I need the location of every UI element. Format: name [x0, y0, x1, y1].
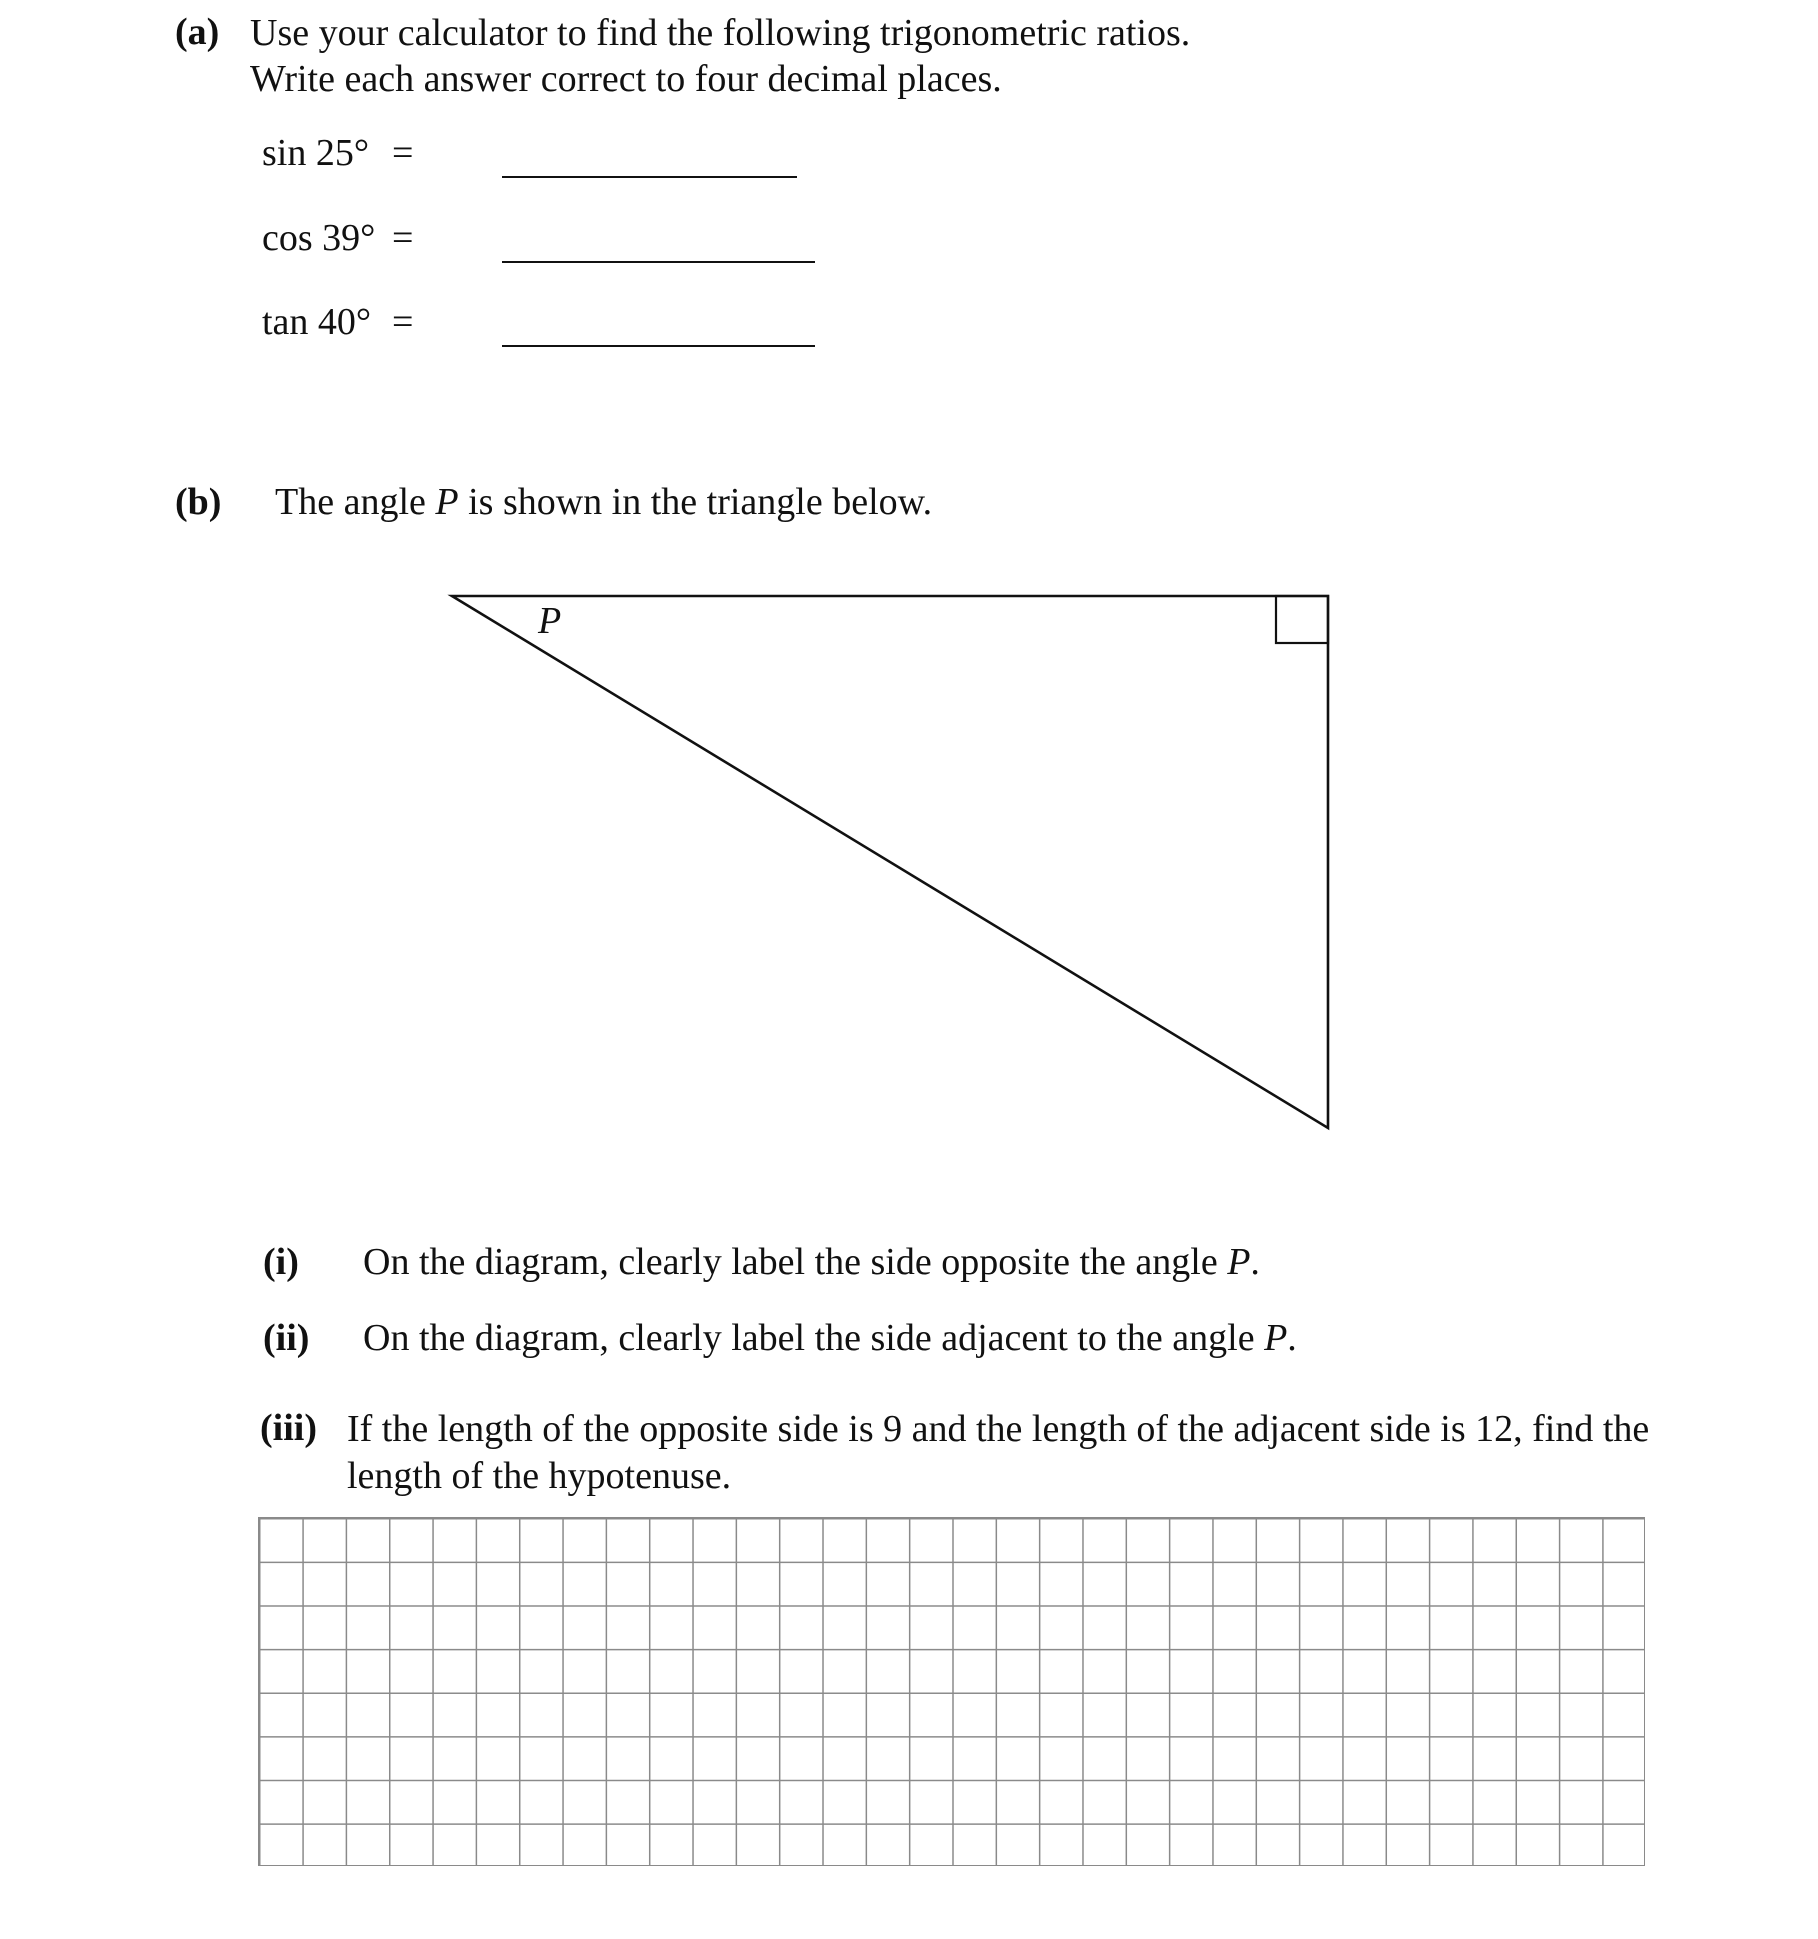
equals-sign: =	[392, 301, 414, 343]
right-angle-marker	[1276, 596, 1328, 643]
triangle-outline	[452, 596, 1328, 1128]
subpart-iii-text	[347, 1406, 1649, 1500]
ratio-expression-cos: cos 39°	[262, 217, 376, 259]
angle-symbol-p: P	[1264, 1317, 1288, 1359]
working-grid	[258, 1517, 1645, 1866]
subpart-ii-after: .	[1287, 1317, 1297, 1359]
angle-symbol-p: P	[1227, 1241, 1251, 1283]
subpart-iii-line2: length of the hypotenuse.	[347, 1455, 732, 1497]
subpart-ii-text	[363, 1316, 1297, 1360]
ratio-expression-tan: tan 40°	[262, 301, 372, 343]
part-b-intro-before: The angle	[275, 481, 436, 523]
answer-blank-tan	[502, 345, 815, 347]
part-b-intro	[275, 480, 932, 524]
subpart-iii-line1: If the length of the opposite side is 9 and the length of the adjacent side is 12, find the	[347, 1408, 1650, 1450]
part-b-intro-after: is shown in the triangle below.	[458, 481, 933, 523]
subpart-i-before: On the diagram, clearly label the side opposite the angle	[363, 1241, 1228, 1283]
part-a-label: (a)	[175, 11, 220, 53]
subpart-ii-label: (ii)	[263, 1317, 310, 1359]
subpart-iii-label: (iii)	[260, 1407, 317, 1449]
angle-symbol-p: P	[435, 481, 459, 523]
part-a-instruction-line1: Use your calculator to find the following trigonometric ratios.	[250, 12, 1191, 54]
ratio-expression-sin: sin 25°	[262, 132, 370, 174]
ratio-row-sin	[0, 131, 1818, 174]
part-a-instruction-line2: Write each answer correct to four decimal places.	[250, 58, 1002, 100]
ratio-row-tan	[0, 300, 1818, 343]
ratio-row-cos	[0, 216, 1818, 259]
subpart-i-text	[363, 1240, 1260, 1284]
answer-blank-cos	[502, 261, 815, 263]
equals-sign: =	[392, 132, 414, 174]
part-a-instructions	[250, 10, 1190, 102]
part-b-label: (b)	[175, 481, 222, 523]
subpart-i-label: (i)	[263, 1241, 299, 1283]
subpart-i-after: .	[1250, 1241, 1260, 1283]
answer-blank-sin	[502, 176, 797, 178]
triangle-vertex-label-p: P	[538, 600, 562, 642]
subpart-ii-before: On the diagram, clearly label the side adjacent to the angle	[363, 1317, 1265, 1359]
triangle-diagram	[440, 585, 1340, 1145]
equals-sign: =	[392, 217, 414, 259]
